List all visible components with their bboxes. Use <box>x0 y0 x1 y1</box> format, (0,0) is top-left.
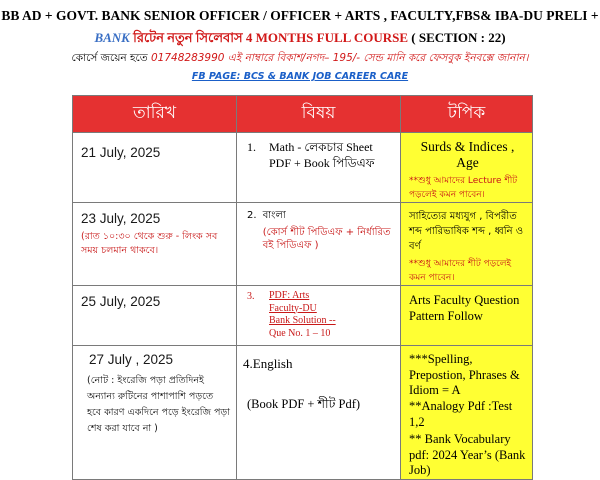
header-bank-label: BANK <box>94 30 130 45</box>
subject-detail: (Book PDF + শীট Pdf) <box>247 397 361 411</box>
table-row <box>73 346 533 480</box>
payment-instruction: 01748283990 এই নাম্বারে বিকাশ/নগদ– 195/- সেন্ড মানি করে ফেসবুক ইনবক্সে জানান। <box>150 52 529 64</box>
header-course-label: 4 MONTHS FULL COURSE <box>245 30 409 45</box>
topic-note: **শুধু আমাদের শীট পড়লেই কমন পাবেন। <box>409 259 512 283</box>
row-date: 25 July, 2025 <box>81 294 161 309</box>
subject-block <box>237 203 400 253</box>
row-date: 21 July, 2025 <box>81 145 161 160</box>
subject-line: Bank Solution -- <box>269 315 336 326</box>
header-date: তারিখ <box>73 96 237 133</box>
date-cell <box>73 133 237 203</box>
header-line-1: BB AD + GOVT. BANK SENIOR OFFICER / OFFICER + ARTS , FACULTY,FBS& IBA-DU PRELI + <box>1 8 599 23</box>
subject-text: Math - লেকচার Sheet PDF + Book পিডিএফ <box>269 140 375 171</box>
subject-block <box>237 133 400 171</box>
header-subject: বিষয় <box>237 96 401 133</box>
date-cell <box>73 203 237 286</box>
row-date: 23 July, 2025 <box>81 211 161 226</box>
table-row <box>73 133 533 203</box>
subject-line: Que No. 1 – 10 <box>269 327 331 339</box>
subject-number: 3. <box>247 291 255 302</box>
topic-cell <box>401 133 533 203</box>
topic-line: ***Spelling, Prepostion, Phrases & Idiom = A <box>409 352 520 398</box>
header-line-2 <box>0 29 600 50</box>
header-section-label: ( SECTION : 22) <box>411 30 506 45</box>
subject-cell <box>237 346 401 480</box>
header-syllabus-label: রিটেন নতুন সিলেবাস <box>133 30 243 45</box>
subject-line: PDF: Arts <box>269 290 310 301</box>
table-header-row <box>73 96 533 133</box>
topic-line: **Analogy Pdf :Test 1,2 <box>409 398 513 429</box>
schedule-table <box>72 95 533 480</box>
header-line-3 <box>0 51 600 68</box>
subject-number: 2. <box>247 210 257 221</box>
topic-line: ** Bank Vocabulary pdf: 2024 Year’s (Bank Job) <box>409 432 526 478</box>
topic-cell <box>401 203 533 286</box>
topic-main: সাহিত্যের মধ্যযুগ , বিপরীত শব্দ পারিভাষিক শব্দ , ধ্বনি ও বর্ণ <box>409 211 524 252</box>
subject-cell <box>237 133 401 203</box>
subject-title: বাংলা <box>262 210 286 221</box>
date-cell <box>73 286 237 346</box>
topic-note: **শুধু আমাদের Lecture শীট পড়লেই কমন পাবেন। <box>409 176 518 200</box>
date-note: (নোট : ইংরেজি পড়া প্রতিদিনই অন্যান্য রুটিনের পাশাপাশি পড়তে হবে কারণ একদিনে পড়ে ইংরেজি পড়া শেষ করা যাবে না ) <box>87 375 230 435</box>
subject-block <box>237 346 400 416</box>
subject-cell <box>237 286 401 346</box>
subject-number: 1. <box>247 140 256 154</box>
page-header <box>0 0 600 88</box>
date-cell <box>73 346 237 480</box>
table-row <box>73 203 533 286</box>
subject-cell <box>237 203 401 286</box>
fb-page-link[interactable]: FB PAGE: BCS & BANK JOB CAREER CARE <box>191 71 409 82</box>
date-note: (রাত ১০:৩০ থেকে শুরু - লিংক সব সময় চলমান থাকবে। <box>81 231 218 256</box>
subject-detail: (কোর্স শীট পিডিএফ + নির্ধারিত বই পিডিএফ ) <box>262 226 391 251</box>
topic-main: Arts Faculty Question Pattern Follow <box>409 293 520 324</box>
topic-cell <box>401 286 533 346</box>
subject-line: Faculty-DU <box>269 302 317 314</box>
subject-block <box>237 286 400 340</box>
row-date: 27 July , 2025 <box>89 352 174 367</box>
table-row <box>73 286 533 346</box>
join-instruction: কোর্সে জয়েন হতে <box>71 52 148 64</box>
topic-main: Surds & Indices , Age <box>420 139 515 170</box>
topic-cell <box>401 346 533 480</box>
subject-title: 4.English <box>243 356 293 371</box>
header-topic: টপিক <box>401 96 533 133</box>
